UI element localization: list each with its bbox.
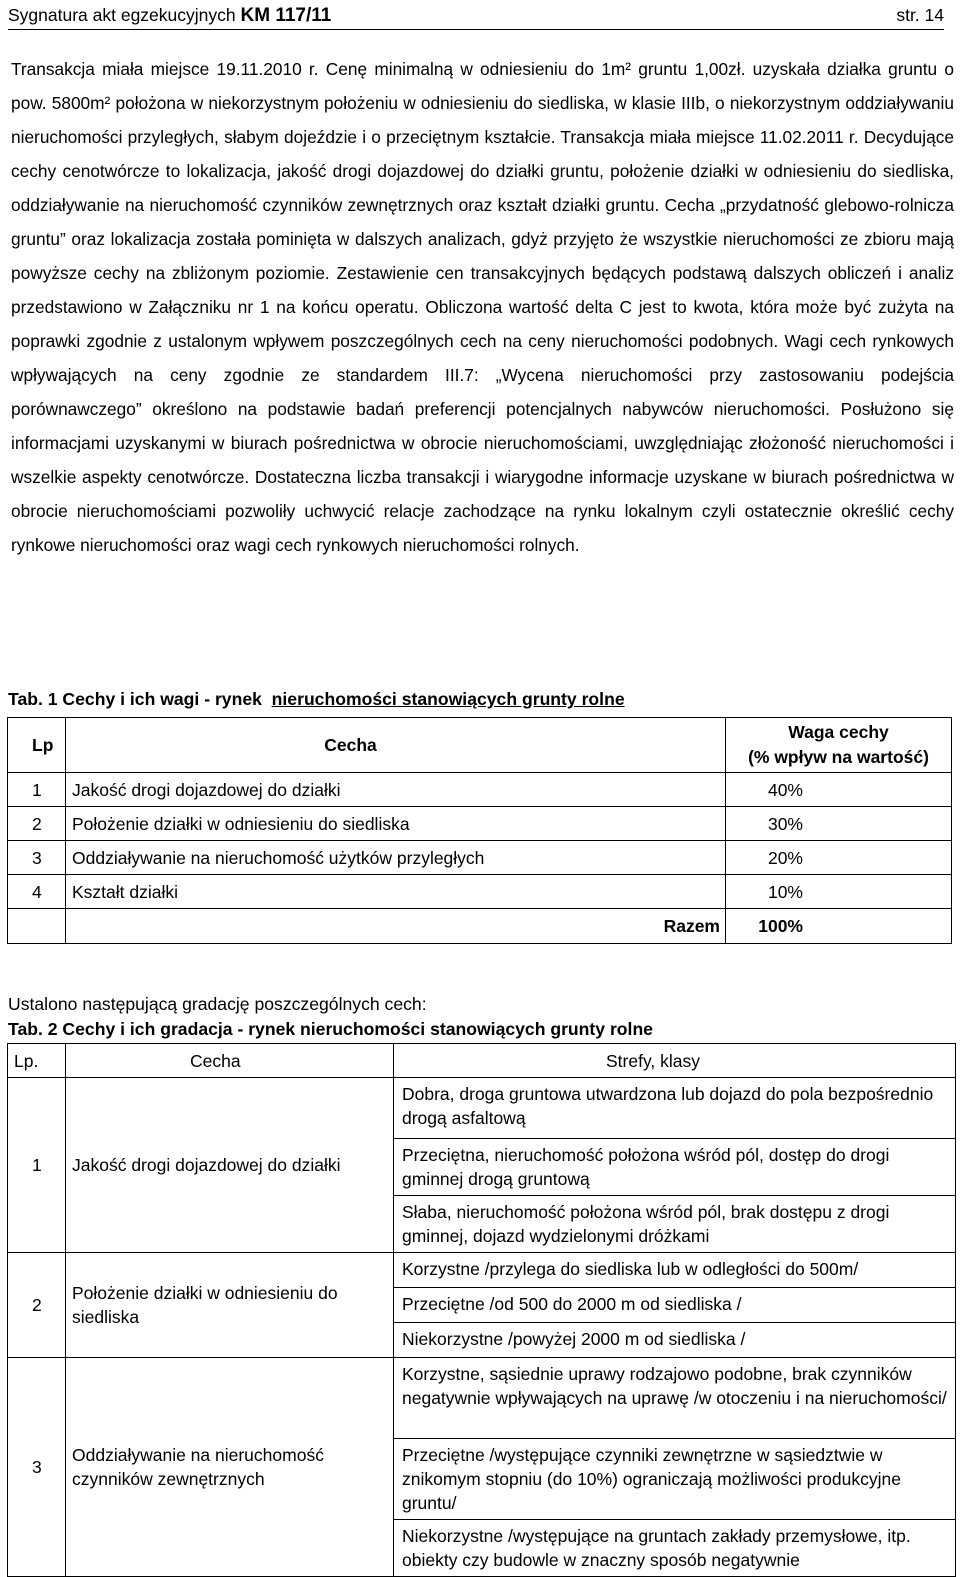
- table1-caption: [8, 688, 625, 710]
- row-lp: 4: [8, 875, 66, 909]
- gradation-table: [7, 1043, 956, 1577]
- row-cecha: Oddziaływanie na nieruchomość użytków przyległych: [66, 841, 726, 875]
- paragraph-part-1: Transakcja miała miejsce 19.11.2010 r. Cenę minimalną w odniesieniu do 1m² gruntu 1,00zł. uzyskała działka gruntu o pow. 5800m² położona w niekorzystnym położeniu w odniesieniu do siedliska, w klasie IIIb, o niekorzystnym oddziaływaniu nieruchomości przyległych, słabym dojeździe i o przeciętnym kształcie. Transakcja miała miejsce 11.02.2011 r. Decydujące cechy cenotwórcze to lokalizacja, jakość drogi dojazdowej do działki gruntu, położenie działki w odniesieniu do siedliska, oddziaływanie na nieruchomość czynników zewnętrznych oraz kształt działki gruntu. Cecha „przydatność glebowo-rolnicza gruntu” oraz lokalizacja została pominięta w dalszych analizach, gdyż przyjęto że wszystkie nieruchomości ze zbioru mają powyższe cechy na zbliżonym poziomie. Zestawienie cen transakcyjnych będących podstawą dalszych obliczeń i analiz przedstawiono w Załączniku nr 1 na końcu operatu.: [11, 59, 954, 317]
- body-paragraph: [11, 52, 954, 562]
- group-cecha: Położenie działki w odniesieniu do siedliska: [66, 1253, 394, 1358]
- table-row: [8, 1078, 956, 1139]
- table-row: [8, 875, 952, 909]
- sum-empty-cell: [8, 909, 66, 944]
- class-cell: Korzystne /przylega do siedliska lub w odległości do 500m/: [394, 1253, 956, 1288]
- row-waga: 20%: [726, 841, 952, 875]
- group-lp: 2: [8, 1253, 66, 1358]
- row-cecha: Kształt działki: [66, 875, 726, 909]
- class-cell: Słaba, nieruchomość położona wśród pól, brak dostępu z drogi gminnej, dojazd wydzielonymi dróżkami: [394, 1196, 956, 1253]
- class-cell: Niekorzystne /powyżej 2000 m od siedliska /: [394, 1323, 956, 1358]
- row-cecha: Jakość drogi dojazdowej do działki: [66, 773, 726, 807]
- page-number: str. 14: [896, 5, 944, 25]
- header-waga-line2: (% wpływ na wartość): [748, 747, 929, 767]
- group-cecha: Jakość drogi dojazdowej do działki: [66, 1078, 394, 1253]
- page-header: [8, 2, 944, 28]
- table-header-row: [8, 1044, 956, 1078]
- class-cell: Przeciętne /od 500 do 2000 m od siedliska /: [394, 1288, 956, 1323]
- class-cell: Korzystne, sąsiednie uprawy rodzajowo podobne, brak czynników negatywnie wpływających na uprawę /w otoczeniu i na nieruchomości/: [394, 1358, 956, 1439]
- table-row: [8, 841, 952, 875]
- header-lp: Lp.: [8, 1044, 66, 1078]
- row-lp: 1: [8, 773, 66, 807]
- header-cecha: Cecha: [66, 1044, 394, 1078]
- signature-number: KM 117/11: [240, 5, 332, 26]
- signature-prefix: Sygnatura akt egzekucyjnych: [8, 5, 236, 25]
- row-waga: 10%: [726, 875, 952, 909]
- class-cell: Przeciętne /występujące czynniki zewnętrzne w sąsiedztwie w znikomym stopniu (do 10%) ograniczają możliwości produkcyjne gruntu/: [394, 1439, 956, 1520]
- header-lp: Lp: [8, 718, 66, 773]
- table-row: [8, 1358, 956, 1439]
- group-cecha: Oddziaływanie na nieruchomość czynników zewnętrznych: [66, 1358, 394, 1577]
- row-lp: 3: [8, 841, 66, 875]
- header-strefy: Strefy, klasy: [394, 1044, 956, 1078]
- row-waga: 30%: [726, 807, 952, 841]
- table-row: [8, 807, 952, 841]
- case-signature: [8, 2, 331, 29]
- paragraph-part-2: Obliczona wartość delta C jest to kwota, która może być zużyta na poprawki zgodnie z ustalonym wpływem poszczególnych cech na ceny nieruchomości podobnych. Wagi cech rynkowych wpływających na ceny zgodnie ze standardem III.7: „Wycena nieruchomości przy zastosowaniu podejścia porównawczego” określono na podstawie badań preferencji potencjalnych nabywców nieruchomości. Posłużono się informacjami uzyskanymi w biurach pośrednictwa w obrocie nieruchomościami, uwzględniając złożoność nieruchomości i wszelkie aspekty cenotwórcze. Dostateczna liczba transakcji i wiarygodne informacje uzyskane w biurach pośrednictwa w obrocie nieruchomościami pozwoliły uchwycić relacje zachodzące na rynku lokalnym czyli ostatecznie określić cechy rynkowe nieruchomości oraz wagi cech rynkowych nieruchomości rolnych.: [11, 297, 954, 555]
- header-waga: [726, 718, 952, 773]
- gradation-intro: Ustalono następującą gradację poszczególnych cech:: [8, 994, 427, 1014]
- sum-row: [8, 909, 952, 944]
- row-waga: 40%: [726, 773, 952, 807]
- row-lp: 2: [8, 807, 66, 841]
- class-cell: Niekorzystne /występujące na gruntach zakłady przemysłowe, itp. obiekty czy budowle w znaczny sposób negatywnie: [394, 1520, 956, 1577]
- sum-value: 100%: [726, 909, 952, 944]
- class-cell: Dobra, droga gruntowa utwardzona lub dojazd do pola bezpośrednio drogą asfaltową: [394, 1078, 956, 1139]
- row-cecha: Położenie działki w odniesieniu do siedliska: [66, 807, 726, 841]
- table-row: [8, 1253, 956, 1288]
- table-row: [8, 773, 952, 807]
- table1-caption-underlined: nieruchomości stanowiących grunty rolne: [271, 689, 625, 709]
- table1-caption-prefix: Tab. 1 Cechy i ich wagi - rynek: [8, 689, 262, 709]
- sum-label: Razem: [66, 909, 726, 944]
- weights-table: [7, 717, 952, 944]
- class-cell: Przeciętna, nieruchomość położona wśród pól, dostęp do drogi gminnej drogą gruntową: [394, 1139, 956, 1196]
- table-header-row: [8, 718, 952, 773]
- header-cecha: Cecha: [66, 718, 726, 773]
- header-waga-line1: Waga cechy: [788, 722, 889, 742]
- table2-caption: Tab. 2 Cechy i ich gradacja - rynek nieruchomości stanowiących grunty rolne: [8, 1019, 653, 1039]
- header-rule: [8, 29, 944, 30]
- group-lp: 1: [8, 1078, 66, 1253]
- group-lp: 3: [8, 1358, 66, 1577]
